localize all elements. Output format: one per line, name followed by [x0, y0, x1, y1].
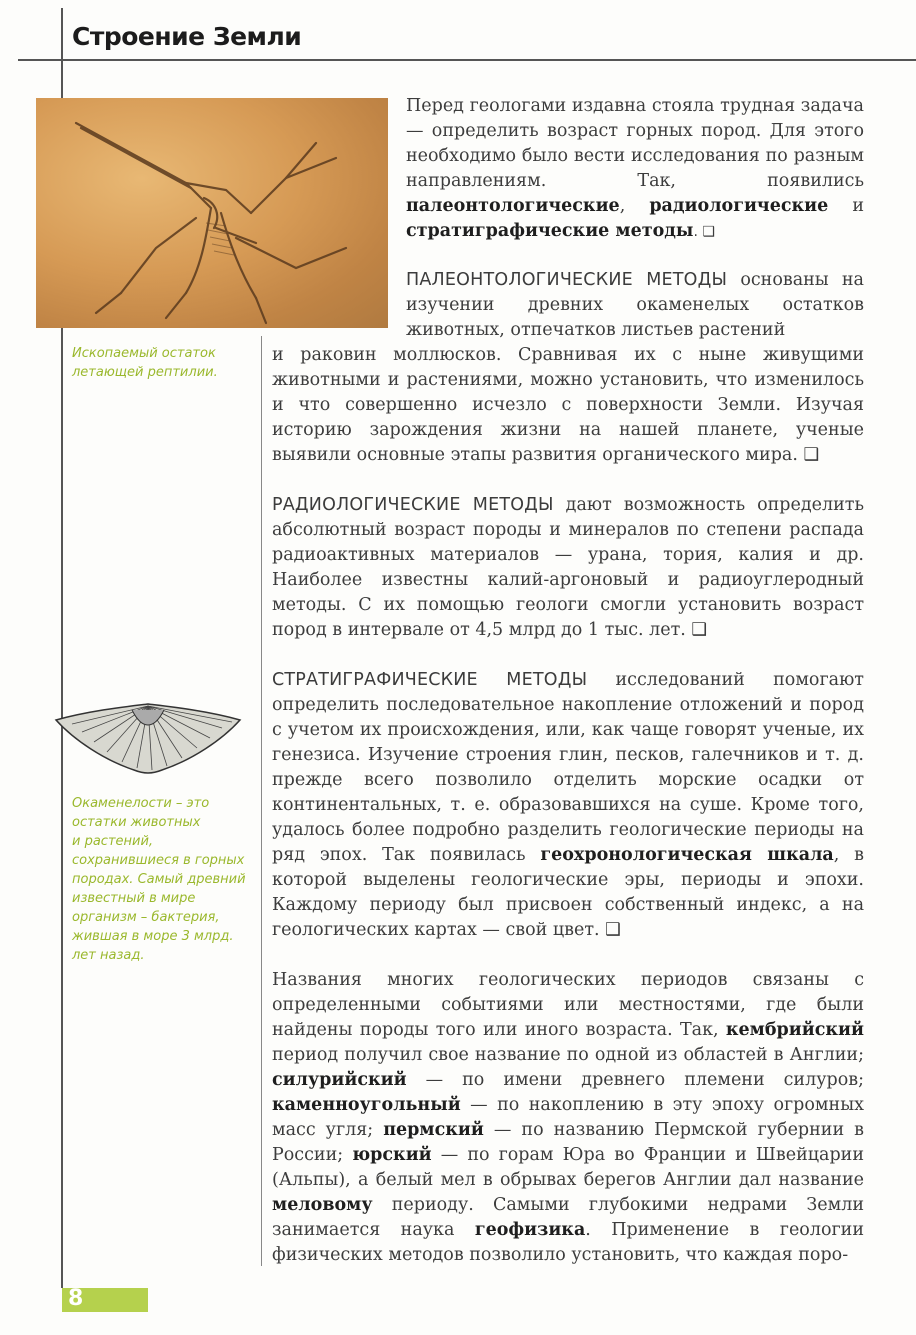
stratigraphic-paragraph: СТРАТИГРАФИЧЕСКИЕ МЕТОДЫ исследований помогают определить последовательное накопление отложений и пород с учетом их происхождения, или, как чаще говорят ученые, их генезиса. Изучение строения глин, песков, галечников и т. д. прежде всего позволило отделить морские осадки от континентальных, т. е. образовавшихся на суше. Кроме того, удалось более подробно разделить геологические периоды на ряд эпох. Так появилась геохронологическая шкала, в которой выделены геологические эры, периоды и эпохи. Каждому периоду был присвоен собственный индекс, а на геологических картах — свой цвет. ❑	[272, 670, 864, 940]
column-divider	[261, 336, 262, 1266]
brachiopod-shell-image	[52, 700, 244, 776]
page-title: Строение Земли	[72, 22, 302, 51]
paleontological-paragraph: ПАЛЕОНТОЛОГИЧЕСКИЕ МЕТОДЫ основаны на изучении древних окаменелых остатков животных, отпечатков листьев растений	[406, 270, 864, 340]
header-rule	[18, 59, 916, 61]
intro-paragraph: Перед геологами издавна стояла трудная задача — определить возраст горных пород. Для этого необходимо было вести исследования по разным направлениям. Так, появились палеонтологические, радиологические и стратиграфические методы. ❑	[406, 96, 864, 241]
photo-caption: Ископаемый остаток летающей рептилии.	[72, 346, 218, 380]
radiological-paragraph: РАДИОЛОГИЧЕСКИЕ МЕТОДЫ дают возможность определить абсолютный возраст породы и минералов по степени распада радиоактивных материалов — урана, тория, калия и др. Наиболее известны калий-аргоновый и радиоуглеродный методы. С их помощью геологи смогли установить возраст пород в интервале от 4,5 млрд до 1 тыс. лет. ❑	[272, 495, 864, 640]
page-number: 8	[68, 1286, 84, 1311]
shell-caption: Окаменелости – это остатки животных и растений, сохранившиеся в горных породах. Самый древний известный в мире организм – бактерия, жившая в море 3 млрд. лет назад.	[72, 796, 246, 963]
paleontological-paragraph-cont: и раковин моллюсков. Сравнивая их с ныне живущими животными и растениями, можно установить, что изменилось и что совершенно исчезло с поверхности Земли. Изучая историю зарождения жизни на нашей планете, ученые выявили основные этапы развития органического мира. ❑	[272, 345, 864, 465]
pterosaur-fossil-image	[36, 98, 388, 328]
periods-paragraph: Названия многих геологических периодов связаны с определенными событиями или местностями, где были найдены породы того или иного возраста. Так, кембрийский период получил свое название по одной из областей в Англии; силурийский — по имени древнего племени силуров; каменноугольный — по накоплению в эту эпоху огромных масс угля; пермский — по названию Пермской губернии в России; юрский — по горам Юра во Франции и Швейцарии (Альпы), а белый мел в обрывах берегов Англии дал название меловому периоду. Самыми глубокими недрами Земли занимается наука геофизика. Применение в геологии физических методов позволило установить, что каждая поро-	[272, 970, 865, 1265]
